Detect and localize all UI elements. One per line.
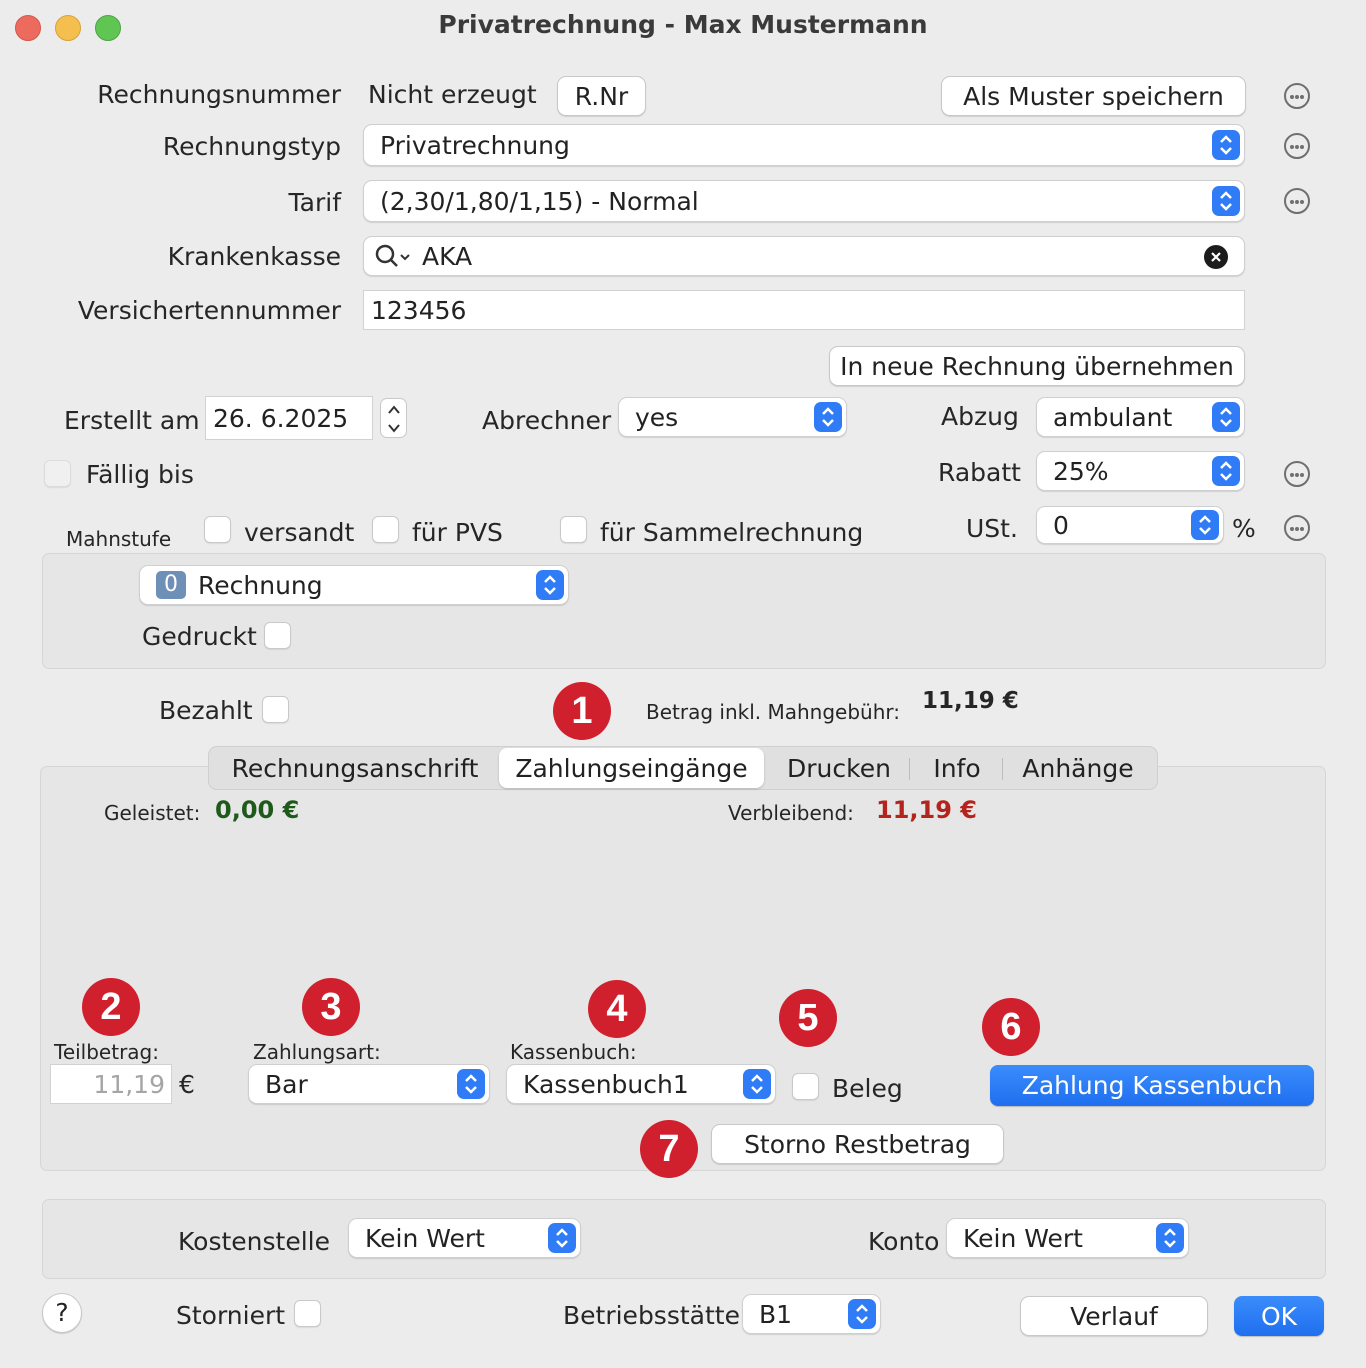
abzug-select[interactable] xyxy=(1036,397,1245,437)
zahlungsart-label: Zahlungsart: xyxy=(253,1040,381,1064)
pvs-label: für PVS xyxy=(412,518,503,547)
erstellt-date-input[interactable]: 26. 6.2025 xyxy=(205,396,373,440)
ust-value: 0 xyxy=(1053,510,1069,540)
chevron-updown-icon xyxy=(743,1069,771,1099)
rabatt-label: Rabatt xyxy=(938,458,1021,487)
bezahlt-checkbox[interactable] xyxy=(262,696,289,723)
konto-label: Konto xyxy=(868,1227,940,1256)
rechnungstyp-value: Privatrechnung xyxy=(380,130,570,160)
tab-zahlungseingaenge[interactable]: Zahlungseingänge xyxy=(499,748,764,788)
search-icon[interactable] xyxy=(372,241,414,271)
rechnungsnummer-label: Rechnungsnummer xyxy=(97,80,341,109)
gedruckt-label: Gedruckt xyxy=(142,622,257,651)
tarif-value: (2,30/1,80/1,15) - Normal xyxy=(380,186,699,216)
verlauf-button[interactable]: Verlauf xyxy=(1020,1296,1208,1336)
krankenkasse-value: AKA xyxy=(422,241,473,271)
gedruckt-checkbox[interactable] xyxy=(264,622,291,649)
more-options-icon[interactable] xyxy=(1284,133,1310,159)
tab-bar xyxy=(208,746,1158,790)
save-template-button[interactable]: Als Muster speichern xyxy=(941,76,1246,116)
kassenbuch-label: Kassenbuch: xyxy=(510,1040,637,1064)
mahnstufe-label: Mahnstufe xyxy=(66,527,172,551)
krankenkasse-search-field[interactable] xyxy=(363,236,1245,276)
tab-drucken[interactable]: Drucken xyxy=(787,753,891,783)
copy-to-new-invoice-button[interactable]: In neue Rechnung übernehmen xyxy=(829,346,1245,386)
more-options-icon[interactable] xyxy=(1284,515,1310,541)
storno-restbetrag-button[interactable]: Storno Restbetrag xyxy=(711,1124,1004,1164)
euro-label: € xyxy=(179,1070,195,1099)
callout-badge-3: 3 xyxy=(302,978,360,1036)
tarif-select[interactable] xyxy=(363,180,1245,222)
betriebsstaette-value: B1 xyxy=(759,1299,793,1329)
geleistet-label: Geleistet: xyxy=(104,801,201,825)
storniert-checkbox[interactable] xyxy=(294,1300,321,1327)
versichertennummer-label: Versichertennummer xyxy=(77,296,341,325)
tab-separator xyxy=(1002,758,1003,780)
rechnungsnummer-value: Nicht erzeugt xyxy=(368,80,537,109)
sammelrechnung-checkbox[interactable] xyxy=(560,516,587,543)
erstellt-label: Erstellt am xyxy=(64,406,200,435)
rechnungstyp-select[interactable] xyxy=(363,124,1245,166)
chevron-updown-icon xyxy=(1212,186,1240,216)
chevron-updown-icon xyxy=(1212,130,1240,160)
geleistet-value: 0,00 € xyxy=(215,796,300,824)
kassenbuch-value: Kassenbuch1 xyxy=(523,1069,689,1099)
window-title: Privatrechnung - Max Mustermann xyxy=(438,10,928,39)
tab-anhaenge[interactable]: Anhänge xyxy=(1022,753,1134,783)
versandt-label: versandt xyxy=(244,518,355,547)
abrechner-value: yes xyxy=(635,402,679,432)
abrechner-select[interactable] xyxy=(618,397,847,437)
callout-badge-6: 6 xyxy=(982,998,1040,1056)
beleg-label: Beleg xyxy=(832,1074,903,1103)
callout-badge-1: 1 xyxy=(553,682,611,740)
abzug-label: Abzug xyxy=(941,402,1019,431)
callout-badge-4: 4 xyxy=(588,980,646,1038)
percent-label: % xyxy=(1232,514,1256,543)
rnr-button[interactable]: R.Nr xyxy=(557,76,646,116)
help-button[interactable]: ? xyxy=(42,1293,82,1333)
rechnungstyp-label: Rechnungstyp xyxy=(162,132,341,161)
betrag-value: 11,19 € xyxy=(922,688,1019,714)
callout-badge-5: 5 xyxy=(779,989,837,1047)
callout-badge-7: 7 xyxy=(640,1120,698,1178)
faellig-checkbox[interactable] xyxy=(44,460,71,487)
abzug-value: ambulant xyxy=(1053,402,1173,432)
zahlung-kassenbuch-button[interactable]: Zahlung Kassenbuch xyxy=(990,1065,1314,1106)
tab-separator xyxy=(909,758,910,780)
storniert-label: Storniert xyxy=(176,1301,286,1330)
more-options-icon[interactable] xyxy=(1284,461,1310,487)
zahlungsart-value: Bar xyxy=(265,1069,308,1099)
more-options-icon[interactable] xyxy=(1284,188,1310,214)
chevron-updown-icon xyxy=(814,402,842,432)
rabatt-value: 25% xyxy=(1053,456,1109,486)
bezahlt-label: Bezahlt xyxy=(159,696,253,725)
chevron-updown-icon xyxy=(457,1069,485,1099)
versichertennummer-input[interactable]: 123456 xyxy=(363,290,1245,330)
more-options-icon[interactable] xyxy=(1284,83,1310,109)
kostenstelle-select[interactable] xyxy=(348,1218,581,1258)
kostenstelle-label: Kostenstelle xyxy=(178,1227,330,1256)
chevron-updown-icon xyxy=(1191,510,1219,540)
ust-label: USt. xyxy=(966,514,1018,543)
tab-info[interactable]: Info xyxy=(933,753,981,783)
ust-combo[interactable] xyxy=(1036,506,1224,544)
pvs-checkbox[interactable] xyxy=(372,516,399,543)
kassenbuch-select[interactable] xyxy=(506,1064,776,1104)
chevron-updown-icon xyxy=(548,1223,576,1253)
kostenstelle-value: Kein Wert xyxy=(365,1223,485,1253)
rabatt-select[interactable] xyxy=(1036,451,1245,491)
tab-rechnungsanschrift[interactable]: Rechnungsanschrift xyxy=(231,753,479,783)
versandt-checkbox[interactable] xyxy=(204,516,231,543)
faellig-label: Fällig bis xyxy=(86,460,194,489)
callout-badge-2: 2 xyxy=(82,978,140,1036)
abrechner-label: Abrechner xyxy=(482,406,612,435)
verbleibend-value: 11,19 € xyxy=(876,796,977,824)
clear-icon[interactable] xyxy=(1203,244,1229,270)
betriebsstaette-select[interactable] xyxy=(742,1294,881,1334)
ok-button[interactable]: OK xyxy=(1234,1296,1324,1336)
betriebsstaette-label: Betriebsstätte xyxy=(563,1301,740,1330)
konto-select[interactable] xyxy=(946,1218,1189,1258)
tarif-label: Tarif xyxy=(288,188,341,217)
date-stepper[interactable] xyxy=(380,398,407,438)
mahnstufe-value: Rechnung xyxy=(198,570,323,600)
sammelrechnung-label: für Sammelrechnung xyxy=(600,518,864,547)
verbleibend-label: Verbleibend: xyxy=(728,801,854,825)
krankenkasse-label: Krankenkasse xyxy=(167,242,341,271)
konto-value: Kein Wert xyxy=(963,1223,1083,1253)
chevron-updown-icon xyxy=(1212,402,1240,432)
teilbetrag-label: Teilbetrag: xyxy=(54,1040,159,1064)
chevron-updown-icon xyxy=(1156,1223,1184,1253)
beleg-checkbox[interactable] xyxy=(792,1073,819,1100)
chevron-updown-icon xyxy=(848,1299,876,1329)
chevron-updown-icon xyxy=(536,570,564,600)
tab-panel xyxy=(40,766,1326,1171)
mahnstufe-select[interactable] xyxy=(139,565,569,605)
teilbetrag-input[interactable]: 11,19 xyxy=(50,1064,172,1104)
zahlungsart-select[interactable] xyxy=(248,1064,490,1104)
mahnstufe-level-badge: 0 xyxy=(156,571,186,599)
betrag-label: Betrag inkl. Mahngebühr: xyxy=(646,700,901,724)
chevron-updown-icon xyxy=(1212,456,1240,486)
